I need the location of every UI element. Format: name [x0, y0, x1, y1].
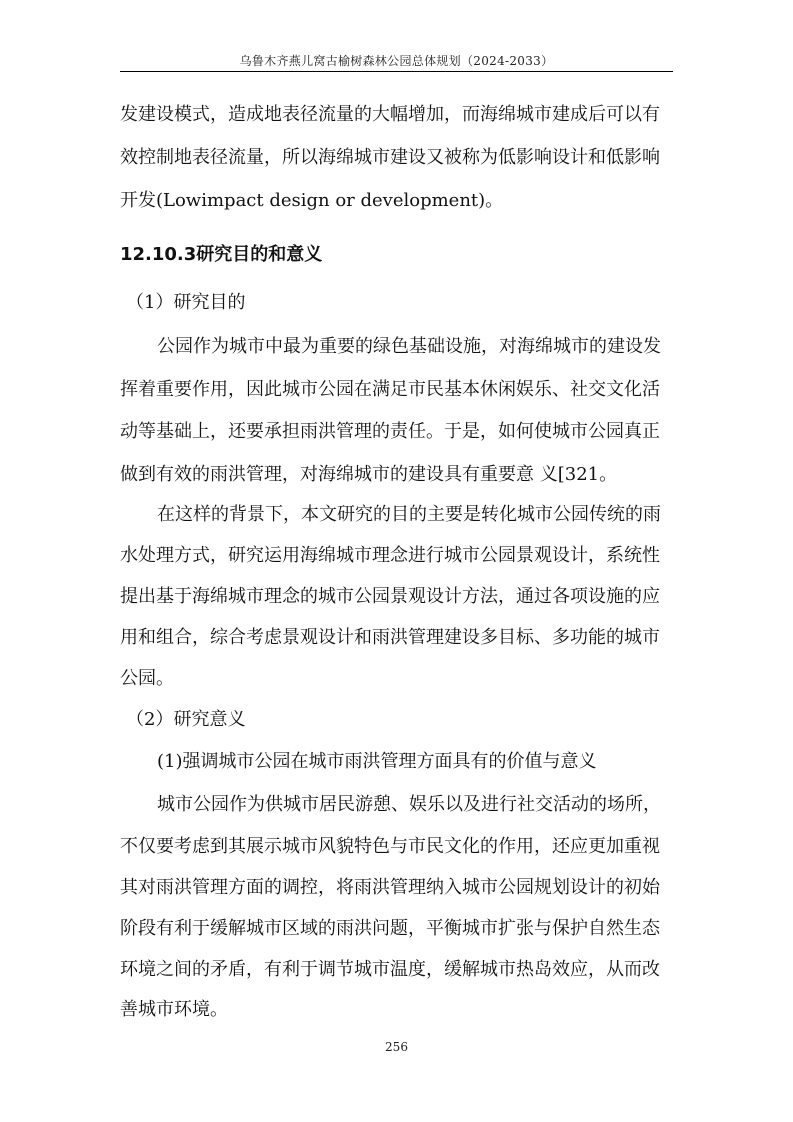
section-heading: 12.10.3研究目的和意义 [120, 244, 323, 265]
body-line: 挥着重要作用，因此城市公园在满足市民基本休闲娱乐、社交文化活 [120, 379, 660, 400]
header-rule [120, 71, 673, 72]
body-line: 其对雨洪管理方面的调控，将雨洪管理纳入城市公园规划设计的初始 [120, 877, 660, 898]
body-line: 公园。 [120, 668, 174, 689]
body-line: 阶段有利于缓解城市区域的雨洪问题，平衡城市扩张与保护自然生态 [120, 918, 660, 939]
body-line: 水处理方式，研究运用海绵城市理念进行城市公园景观设计，系统性 [120, 545, 660, 566]
body-line: 用和组合，综合考虑景观设计和雨洪管理建设多目标、多功能的城市 [120, 627, 660, 648]
body-line: 善城市环境。 [120, 999, 228, 1020]
numbered-point: (1)强调城市公园在城市雨洪管理方面具有的价值与意义 [157, 751, 597, 772]
body-line: 效控制地表径流量，所以海绵城市建设又被称为低影响设计和低影响 [120, 147, 660, 168]
subsection-heading: （2）研究意义 [126, 709, 246, 730]
body-line: 环境之间的矛盾，有利于调节城市温度，缓解城市热岛效应，从而改 [120, 959, 660, 980]
body-line: 在这样的背景下，本文研究的目的主要是转化城市公园传统的雨 [157, 504, 661, 525]
body-line: 不仅要考虑到其展示城市风貌特色与市民文化的作用，还应更加重视 [120, 836, 660, 857]
body-line: 公园作为城市中最为重要的绿色基础设施，对海绵城市的建设发 [157, 336, 661, 357]
body-line: 动等基础上，还要承担雨洪管理的责任。于是，如何使城市公园真正 [120, 421, 660, 442]
body-line: 城市公园作为供城市居民游憩、娱乐以及进行社交活动的场所， [157, 794, 661, 815]
body-line: 发建设模式，造成地表径流量的大幅增加，而海绵城市建成后可以有 [120, 104, 660, 125]
subsection-heading: （1）研究目的 [126, 292, 246, 313]
body-line: 做到有效的雨洪管理，对海绵城市的建设具有重要意 义[321。 [120, 464, 618, 485]
page-number: 256 [385, 1040, 408, 1054]
body-line: 提出基于海绵城市理念的城市公园景观设计方法，通过各项设施的应 [120, 586, 660, 607]
running-header: 乌鲁木齐燕儿窝古榆树森林公园总体规划（2024-2033） [239, 54, 554, 68]
body-line: 开发(Lowimpact design or development)。 [120, 190, 504, 211]
